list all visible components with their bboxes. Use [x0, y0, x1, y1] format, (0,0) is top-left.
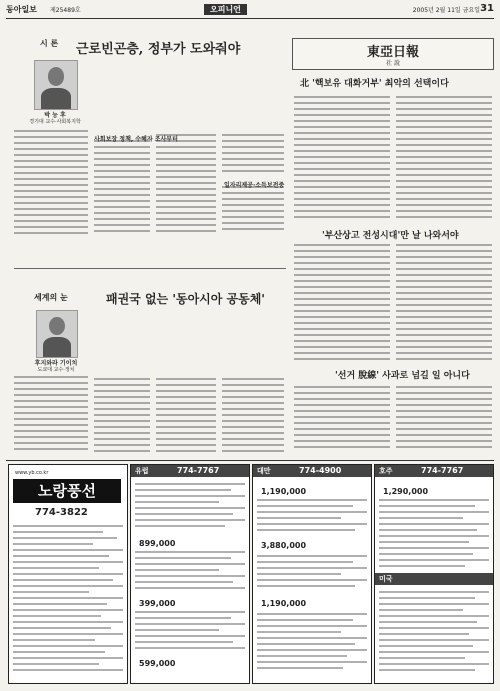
ad-price-7: 1,290,000	[383, 487, 429, 496]
editorial-headline-1: 北 '핵보유 대화거부' 최악의 선택이다	[300, 79, 449, 89]
column-headline: 근로빈곤층, 정부가 도와줘야	[76, 42, 241, 57]
ad-travel-agency-left[interactable]	[8, 464, 128, 684]
ad-listing-lines-3	[257, 499, 367, 679]
ad-header-australia: 호주	[375, 465, 493, 477]
editorial-sub-label: 社 說	[386, 60, 400, 67]
column-subhead-2: 일자리제공·소득보전중	[224, 182, 285, 189]
author-name: 박 능 후	[44, 112, 66, 119]
paper-name: 동아일보	[6, 5, 37, 14]
author-title: 경기대 교수·사회복지학	[29, 119, 81, 125]
column-subhead-1: 사회보장 정책, 수혜자 조사부터	[94, 136, 178, 143]
ad-phone-4: 774-7767	[421, 466, 464, 475]
ad-travel-listing-2[interactable]	[130, 464, 250, 684]
ad-price-5: 3,880,000	[261, 541, 307, 550]
ad-travel-listing-3[interactable]	[252, 464, 372, 684]
page-masthead	[6, 4, 494, 19]
ad-listing-lines-2	[135, 483, 245, 679]
ad-price-3: 599,000	[139, 659, 176, 668]
world-view-body	[14, 376, 286, 456]
column-label: 시 론	[40, 39, 59, 48]
ad-phone: 774-3822	[35, 507, 88, 518]
editorial-body	[294, 96, 492, 456]
ad-price-1: 899,000	[139, 539, 176, 548]
ad-header-europe: 유럽	[131, 465, 249, 477]
ad-price-6: 1,190,000	[261, 599, 307, 608]
divider	[14, 268, 286, 269]
world-view-author-title: 도쿄대 교수·정치	[37, 367, 75, 373]
editorial-headline-3: '선거 脫線' 사과로 넘길 일 아니다	[335, 371, 470, 381]
world-view-text-lines	[14, 376, 286, 456]
editorial-headline-2: '부산상고 전성시대'만 날 나와서야	[322, 231, 459, 241]
ad-listing-lines-4	[379, 499, 489, 679]
issue-number: 제25489호	[50, 7, 81, 14]
section-title: 오피니언	[204, 4, 247, 15]
ad-travel-listing-4[interactable]	[374, 464, 494, 684]
ad-listing-lines	[13, 525, 123, 675]
world-view-label: 세계의 눈	[34, 293, 68, 302]
ad-header-usa: 미국	[375, 573, 493, 585]
editorial-paper-name: 東亞日報	[366, 45, 419, 60]
world-view-headline: 패권국 없는 '동아시아 공동체'	[106, 292, 265, 306]
ad-header-taiwan: 대만	[253, 465, 371, 477]
ad-price-2: 399,000	[139, 599, 176, 608]
ad-website: www.yb.co.kr	[15, 470, 49, 476]
author-photo	[34, 60, 78, 110]
ad-phone-3: 774-4900	[299, 466, 342, 475]
issue-date: 2005년 2월 11일 금요일	[412, 7, 480, 14]
world-view-author-name: 후지와라 기이치	[34, 360, 78, 367]
ad-price-4: 1,190,000	[261, 487, 307, 496]
editorial-masthead	[292, 38, 494, 70]
ad-banner-brand: 노랑풍선	[13, 479, 121, 503]
world-view-author-photo	[36, 310, 78, 358]
page-number: 31	[480, 3, 494, 14]
ad-phone-2: 774-7767	[177, 466, 220, 475]
editorial-text-lines	[294, 96, 492, 456]
